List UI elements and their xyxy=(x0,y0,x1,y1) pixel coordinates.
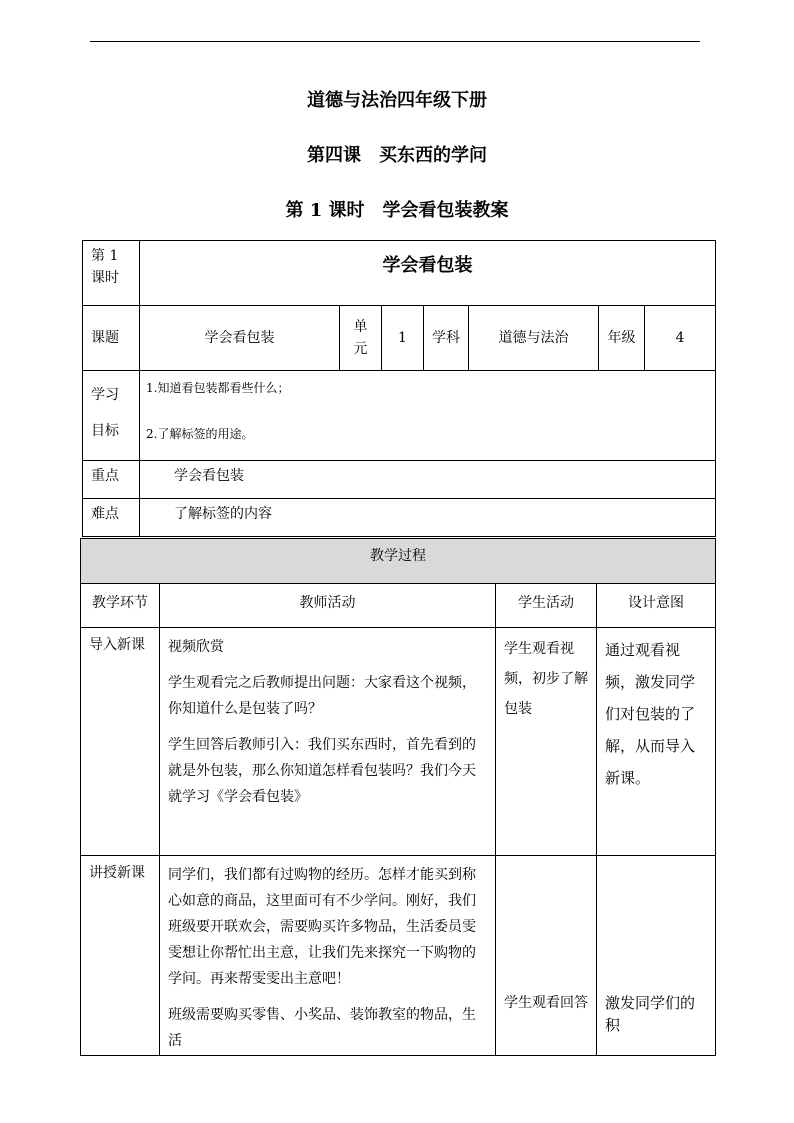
difficulty-value: 了解标签的内容 xyxy=(140,499,716,537)
goals-label: 学习 目标 xyxy=(83,371,140,461)
teacher-activity-cell xyxy=(160,856,496,1056)
goal-item: 1.知道看包装都看些什么； xyxy=(146,381,290,395)
unit-value: 1 xyxy=(382,306,424,371)
teacher-paragraph: 学生观看完之后教师提出问题：大家看这个视频，你知道什么是包装了吗？ xyxy=(168,675,476,717)
teacher-paragraph: 班级需要购买零售、小奖品、装饰教室的物品，生活 xyxy=(168,1007,476,1049)
goal-item: 2.了解标签的用途。 xyxy=(146,427,254,441)
period-label: 第 1 课时 xyxy=(83,241,140,306)
key-value: 学会看包装 xyxy=(140,461,716,499)
process-header: 教学过程 xyxy=(81,539,716,584)
unit-label: 单元 xyxy=(340,306,382,371)
period-title: 第 1 课时 学会看包装教案 xyxy=(285,200,509,221)
student-activity-cell: 学生观看回答 xyxy=(496,856,597,1056)
teacher-paragraph: 学生回答后教师引入：我们买东西时，首先看到的就是外包装，那么你知道怎样看包装吗？我们今天就学习《学会看包装》 xyxy=(168,737,476,805)
teacher-paragraph: 视频欣赏 xyxy=(168,639,224,655)
column-header: 教学环节 xyxy=(81,584,160,628)
topic-value: 学会看包装 xyxy=(140,306,340,371)
grade-value: 4 xyxy=(645,306,716,371)
grade-label: 年级 xyxy=(599,306,645,371)
subject-value: 道德与法治 xyxy=(469,306,599,371)
topic-label: 课题 xyxy=(83,306,140,371)
lesson-title: 第四课 买东西的学问 xyxy=(307,145,487,166)
stage-cell: 导入新课 xyxy=(81,628,160,856)
teaching-process-table xyxy=(80,538,716,1056)
design-intent-cell: 通过观看视频，激发同学们对包装的了解，从而导入新课。 xyxy=(597,628,716,856)
difficulty-label: 难点 xyxy=(83,499,140,537)
teacher-paragraph: 同学们，我们都有过购物的经历。怎样才能买到称心如意的商品，这里面可有不少学问。刚好，我们班级要开联欢会，需要购买许多物品，生活委员雯雯想让你帮忙出主意，让我们先来探究一下购物的学问。再来帮雯雯出主意吧！ xyxy=(168,867,476,987)
teacher-activity-cell xyxy=(160,628,496,856)
table-row xyxy=(81,856,716,1056)
column-header: 设计意图 xyxy=(597,584,716,628)
stage-cell: 讲授新课 xyxy=(81,856,160,1056)
column-header: 学生活动 xyxy=(496,584,597,628)
key-label: 重点 xyxy=(83,461,140,499)
student-activity-cell: 学生观看视频，初步了解包装 xyxy=(496,628,597,856)
book-title: 道德与法治四年级下册 xyxy=(307,90,487,111)
design-intent-cell: 激发同学们的积 xyxy=(597,856,716,1056)
lesson-info-table xyxy=(82,240,716,537)
column-header: 教师活动 xyxy=(160,584,496,628)
period-title-cell: 学会看包装 xyxy=(140,241,716,306)
header-rule xyxy=(90,41,700,42)
table-row xyxy=(81,628,716,856)
subject-label: 学科 xyxy=(424,306,469,371)
goals-cell xyxy=(140,371,716,461)
